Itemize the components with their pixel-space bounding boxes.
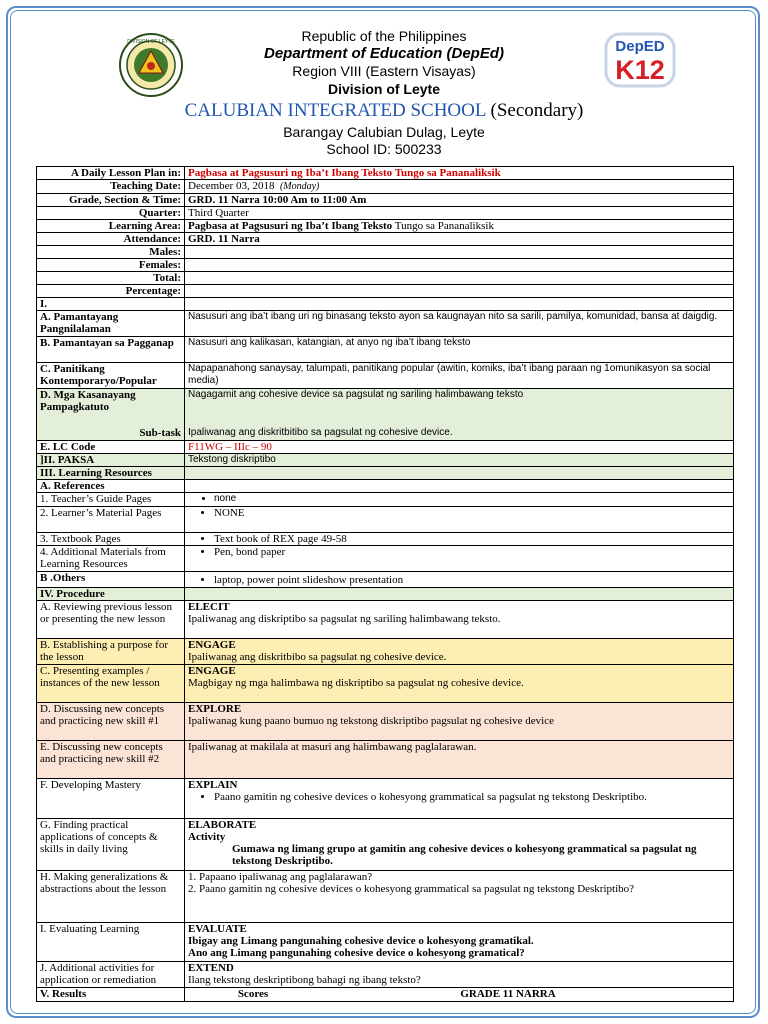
table-row xyxy=(37,207,734,220)
skills-d-cell xyxy=(37,389,185,441)
area-cell xyxy=(185,220,734,233)
table-row xyxy=(37,311,734,337)
am-cell xyxy=(185,546,734,572)
table-row xyxy=(37,962,734,988)
proc-i-value-2: Ano ang Limang pangunahing cohesive device o kohesyong gramatical? xyxy=(188,947,525,959)
skills-d-value: Nagagamit ang cohesive device sa pagsulat ng sariling halimbawang teksto xyxy=(188,389,524,400)
school-name xyxy=(0,98,768,124)
table-row xyxy=(37,819,734,871)
area-value-rest: Tungo sa Pananaliksik xyxy=(394,220,494,232)
total-label: Total: xyxy=(37,272,185,285)
table-row xyxy=(37,285,734,298)
school-address: Barangay Calubian Dulag, Leyte xyxy=(283,124,485,140)
proc-i-value-1: Ibigay ang Limang pangunahing cohesive device o kohesyong gramatikal. xyxy=(188,935,534,947)
standard-c-label: C. Panitikang Kontemporaryo/Popular xyxy=(37,363,185,389)
attendance-value: GRD. 11 Narra xyxy=(185,233,734,246)
quarter-value: Third Quarter xyxy=(185,207,734,220)
proc-d-head: EXPLORE xyxy=(188,703,242,715)
lm-label: 2. Learner’s Material Pages xyxy=(37,507,185,533)
school-id: School ID: 500233 xyxy=(326,141,442,157)
females-value xyxy=(185,259,734,272)
others-value: • laptop, power point slideshow presentation xyxy=(214,574,730,586)
lc-code-value: F11WG – IIIc – 90 xyxy=(185,441,734,454)
tb-cell xyxy=(185,533,734,546)
table-row xyxy=(37,703,734,741)
am-value: • Pen, bond paper xyxy=(214,546,730,558)
proc-h-value-1: 1. Papaano ipaliwanag ang paglalarawan? xyxy=(188,871,373,883)
results-cell xyxy=(185,988,734,1002)
proc-i-head: EVALUATE xyxy=(188,923,247,935)
tg-cell xyxy=(185,493,734,507)
results-scores: Scores xyxy=(237,988,269,1000)
table-row xyxy=(37,923,734,962)
logo-k12-text: K12 xyxy=(615,55,665,85)
table-row xyxy=(37,441,734,454)
others-label: B .Others xyxy=(37,572,185,588)
dlp-label: A Daily Lesson Plan in: xyxy=(37,167,185,180)
tg-label: 1. Teacher’s Guide Pages xyxy=(37,493,185,507)
subtask-value: Ipaliwanag ang diskritbitibo sa pagsulat ng cohesive device. xyxy=(188,427,453,438)
references-value xyxy=(185,480,734,493)
standard-b-value: Nasusuri ang kalikasan, katangian, at anyo ng iba’t ibang teksto xyxy=(185,337,734,363)
lc-code-label: E. LC Code xyxy=(37,441,185,454)
table-row xyxy=(37,639,734,665)
proc-b-head: ENGAGE xyxy=(188,639,236,651)
lm-value: • NONE xyxy=(214,507,730,519)
table-row xyxy=(37,741,734,779)
proc-g-value: Gumawa ng limang grupo at gamitin ang cohesive devices o kohesyong grammatical sa pagsulat ng tekstong Deskriptibo. xyxy=(232,843,697,867)
logo-deped-text: DepED xyxy=(615,38,665,55)
proc-c-head: ENGAGE xyxy=(188,665,236,677)
table-row xyxy=(37,467,734,480)
total-value xyxy=(185,272,734,285)
proc-f-label: F. Developing Mastery xyxy=(37,779,185,819)
table-row xyxy=(37,871,734,923)
table-row xyxy=(37,546,734,572)
percentage-label: Percentage: xyxy=(37,285,185,298)
proc-j-value: Ilang tekstong deskriptibong bahagi ng ibang teksto? xyxy=(188,974,421,986)
proc-b-label: B. Establishing a purpose for the lesson xyxy=(37,639,185,665)
proc-f-head: EXPLAIN xyxy=(188,779,238,791)
seal-text: DIVISION OF LEYTE xyxy=(127,39,175,45)
proc-j-label: J. Additional activities for application or remediation xyxy=(37,962,185,988)
table-row xyxy=(37,454,734,467)
proc-h-label: H. Making generalizations & abstractions about the lesson xyxy=(37,871,185,923)
lesson-plan-table xyxy=(36,166,734,1002)
proc-g-cell xyxy=(185,819,734,871)
proc-b-value: Ipaliwanag ang diskritbibo sa pagsulat ng cohesive device. xyxy=(188,651,447,663)
males-value xyxy=(185,246,734,259)
females-label: Females: xyxy=(37,259,185,272)
proc-a-value: Ipaliwanag ang diskriptibo sa pagsulat ng sariling halimbawang teksto. xyxy=(188,613,501,625)
division-line: Division of Leyte xyxy=(327,81,441,97)
attendance-label: Attendance: xyxy=(37,233,185,246)
table-row xyxy=(37,588,734,601)
proc-h-value-2: 2. Paano gamitin ng cohesive devices o kohesyong grammatical sa pagsulat ng tekstong Deskriptibo? xyxy=(188,883,635,895)
results-grade: GRADE 11 NARRA xyxy=(460,988,556,1000)
proc-d-cell xyxy=(185,703,734,741)
tb-value: • Text book of REX page 49-58 xyxy=(214,533,730,545)
proc-c-value: Magbigay ng mga halimbawa ng diskriptibo sa pagsulat ng cohesive device. xyxy=(188,677,524,689)
proc-i-label: I. Evaluating Learning xyxy=(37,923,185,962)
procedure-value xyxy=(185,588,734,601)
area-value-bold: Pagbasa at Pagsusuri ng Iba’t Ibang Teksto xyxy=(188,220,393,232)
proc-d-value: Ipaliwanag kung paano bumuo ng tekstong diskriptibo pagsulat ng cohesive device xyxy=(188,715,554,727)
table-row xyxy=(37,167,734,180)
proc-f-value: • Paano gamitin ng cohesive devices o kohesyong grammatical sa pagsulat ng tekstong Deskriptibo. xyxy=(214,791,730,803)
am-label: 4. Additional Materials from Learning Resources xyxy=(37,546,185,572)
table-row xyxy=(37,259,734,272)
resources-value xyxy=(185,467,734,480)
table-row xyxy=(37,572,734,588)
lm-cell xyxy=(185,507,734,533)
section-i-value xyxy=(185,298,734,311)
proc-a-head: ELECIT xyxy=(188,601,230,613)
table-row xyxy=(37,988,734,1002)
tb-label: 3. Textbook Pages xyxy=(37,533,185,546)
standard-a-label: A. Pamantayang Pangnilalaman xyxy=(37,311,185,337)
section-i-label: I. xyxy=(37,298,185,311)
table-row xyxy=(37,298,734,311)
subtask-label: Sub-task xyxy=(139,427,181,439)
table-row xyxy=(37,220,734,233)
table-row xyxy=(37,363,734,389)
others-cell xyxy=(185,572,734,588)
region-line: Region VIII (Eastern Visayas) xyxy=(292,63,476,79)
table-row xyxy=(37,180,734,194)
paksa-value: Tekstong diskriptibo xyxy=(185,454,734,467)
males-label: Males: xyxy=(37,246,185,259)
school-suffix: (Secondary) xyxy=(490,100,584,121)
results-label: V. Results xyxy=(37,988,185,1002)
table-row xyxy=(37,480,734,493)
table-row xyxy=(37,507,734,533)
standard-c-value: Napapanahong sanaysay, talumpati, panitikang popular (awitin, komiks, iba’t ibang paraan ng 1omunikasyon sa social media) xyxy=(185,363,734,389)
table-row xyxy=(37,233,734,246)
proc-f-cell xyxy=(185,779,734,819)
resources-label: III. Learning Resources xyxy=(37,467,185,480)
table-row xyxy=(37,337,734,363)
skills-d-values xyxy=(185,389,734,441)
percentage-value xyxy=(185,285,734,298)
grade-label: Grade, Section & Time: xyxy=(37,194,185,207)
school-name-text: CALUBIAN INTEGRATED SCHOOL xyxy=(184,100,486,121)
proc-j-cell xyxy=(185,962,734,988)
date-label: Teaching Date: xyxy=(37,180,185,194)
proc-a-cell xyxy=(185,601,734,639)
proc-d-label: D. Discussing new concepts and practicing new skill #1 xyxy=(37,703,185,741)
standard-b-label: B. Pamantayan sa Pagganap xyxy=(37,337,185,363)
proc-g-label: G. Finding practical applications of concepts & skills in daily living xyxy=(37,819,185,871)
proc-c-cell xyxy=(185,665,734,703)
proc-g-head: ELABORATE xyxy=(188,819,257,831)
grade-value: GRD. 11 Narra 10:00 Am to 11:00 Am xyxy=(185,194,734,207)
procedure-label: IV. Procedure xyxy=(37,588,185,601)
dlp-value: Pagbasa at Pagsusuri ng Iba’t Ibang Teksto Tungo sa Pananaliksik xyxy=(185,167,734,180)
proc-i-cell xyxy=(185,923,734,962)
table-row xyxy=(37,194,734,207)
paksa-label: ]II. PAKSA xyxy=(37,454,185,467)
table-row xyxy=(37,779,734,819)
date-cell xyxy=(185,180,734,194)
proc-e-value: Ipaliwanag at makilala at masuri ang halimbawang paglalarawan. xyxy=(185,741,734,779)
references-label: A. References xyxy=(37,480,185,493)
table-row xyxy=(37,246,734,259)
table-row xyxy=(37,389,734,441)
date-day: (Monday) xyxy=(279,181,320,192)
department-line: Department of Education (DepEd) xyxy=(263,45,504,62)
area-label: Learning Area: xyxy=(37,220,185,233)
table-row xyxy=(37,493,734,507)
letterhead xyxy=(0,28,768,158)
standard-a-value: Nasusuri ang iba’t ibang uri ng binasang teksto ayon sa kaugnayan nito sa sarili, pamilya, komunidad, bansa at daigdig. xyxy=(185,311,734,337)
quarter-label: Quarter: xyxy=(37,207,185,220)
skills-d-label: D. Mga Kasanayang Pampagkatuto xyxy=(40,389,136,413)
proc-c-label: C. Presenting examples / instances of the new lesson xyxy=(37,665,185,703)
proc-j-head: EXTEND xyxy=(188,962,234,974)
table-row xyxy=(37,533,734,546)
proc-g-sub: Activity xyxy=(188,831,226,843)
proc-e-label: E. Discussing new concepts and practicing new skill #2 xyxy=(37,741,185,779)
proc-h-cell xyxy=(185,871,734,923)
table-row xyxy=(37,272,734,285)
republic-line: Republic of the Philippines xyxy=(301,28,467,44)
tg-value: • none xyxy=(214,493,730,505)
proc-b-cell xyxy=(185,639,734,665)
table-row xyxy=(37,665,734,703)
table-row xyxy=(37,601,734,639)
date-value: December 03, 2018 xyxy=(188,180,275,192)
proc-a-label: A. Reviewing previous lesson or presenting the new lesson xyxy=(37,601,185,639)
